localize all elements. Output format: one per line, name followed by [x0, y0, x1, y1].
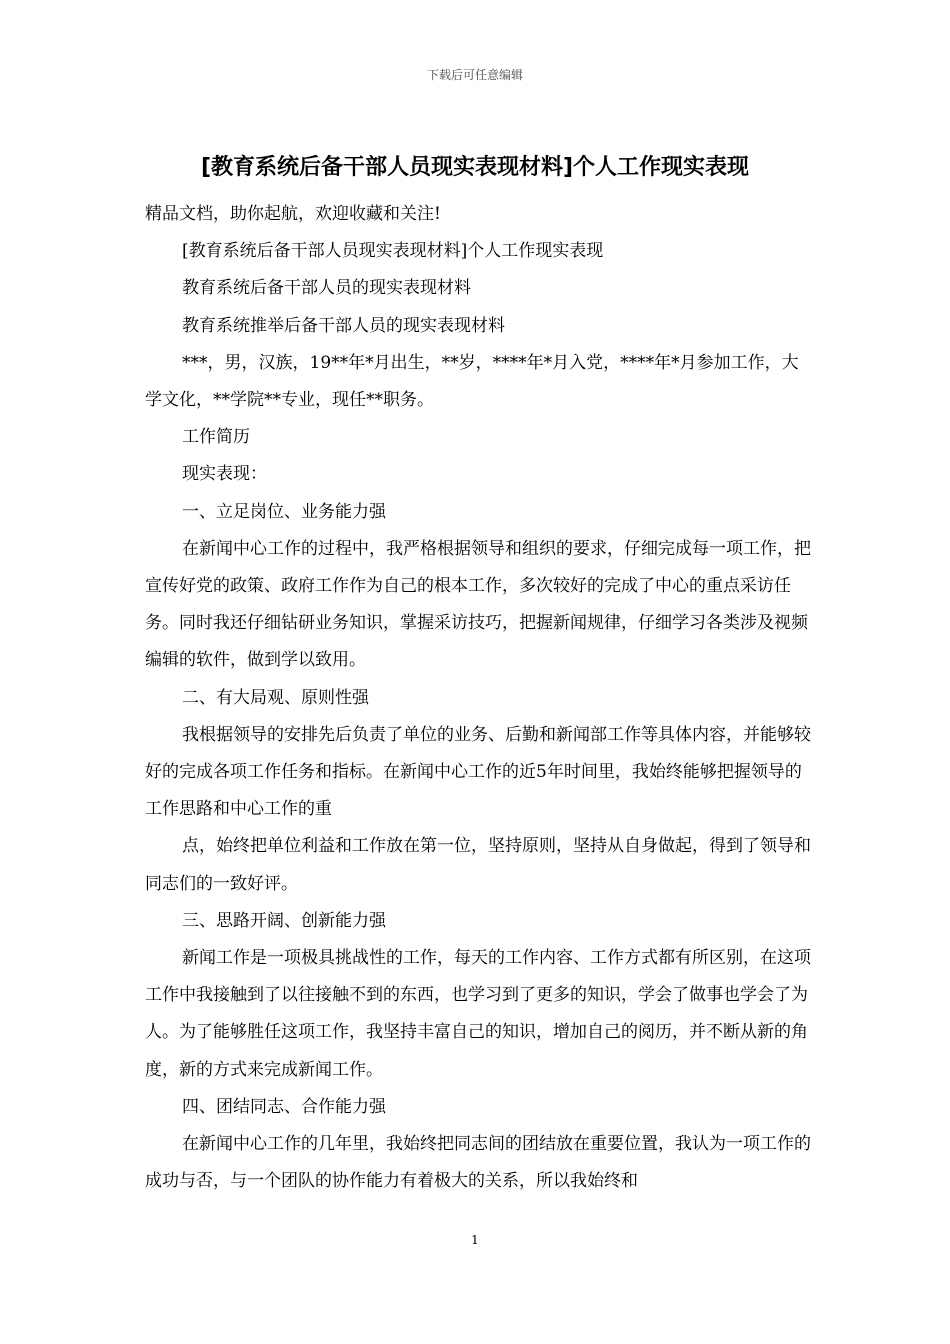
document-body [145, 196, 811, 1200]
paragraph: 新闻工作是一项极具挑战性的工作，每天的工作内容、工作方式都有所区别，在这项工作中我接触到了以往接触不到的东西，也学习到了更多的知识，学会了做事也学会了为人。为了能够胜任这项工作，我坚持丰富自己的知识，增加自己的阅历，并不断从新的角度，新的方式来完成新闻工作。 [145, 948, 811, 1080]
paragraph: 点，始终把单位利益和工作放在第一位，坚持原则，坚持从自身做起，得到了领导和同志们的一致好评。 [145, 836, 811, 894]
paragraph: 四、团结同志、合作能力强 [182, 1096, 386, 1117]
paragraph: 三、思路开阔、创新能力强 [182, 910, 386, 931]
paragraph: 在新闻中心工作的过程中，我严格根据领导和组织的要求，仔细完成每一项工作，把宣传好党的政策、政府工作作为自己的根本工作，多次较好的完成了中心的重点采访任务。同时我还仔细钻研业务知识，掌握采访技巧，把握新闻规律，仔细学习各类涉及视频编辑的软件，做到学以致用。 [145, 538, 811, 671]
paragraph: 一、立足岗位、业务能力强 [182, 501, 386, 522]
paragraph: ***，男，汉族，19**年*月出生，**岁，****年*月入党，****年*月参加工作，大学文化，**学院**专业，现任**职务。 [145, 352, 799, 411]
paragraph: [教育系统后备干部人员现实表现材料]个人工作现实表现 [182, 241, 604, 262]
page-header: 下载后可任意编辑 [426, 68, 523, 82]
page-number: 1 [471, 1233, 479, 1247]
paragraph: 二、有大局观、原则性强 [182, 687, 369, 708]
paragraph: 工作简历 [182, 427, 250, 448]
paragraph: 精品文档，助你起航，欢迎收藏和关注! [145, 204, 441, 224]
paragraph: 现实表现： [182, 464, 267, 485]
paragraph: 教育系统后备干部人员的现实表现材料 [182, 278, 471, 299]
document-title: [教育系统后备干部人员现实表现材料]个人工作现实表现 [200, 155, 750, 180]
paragraph: 我根据领导的安排先后负责了单位的业务、后勤和新闻部工作等具体内容，并能够较好的完成各项工作任务和指标。在新闻中心工作的近5年时间里，我始终能够把握领导的工作思路和中心工作的重 [145, 724, 811, 820]
paragraph: 在新闻中心工作的几年里，我始终把同志间的团结放在重要位置，我认为一项工作的成功与否，与一个团队的协作能力有着极大的关系，所以我始终和 [145, 1134, 811, 1192]
paragraph: 教育系统推举后备干部人员的现实表现材料 [182, 315, 505, 336]
